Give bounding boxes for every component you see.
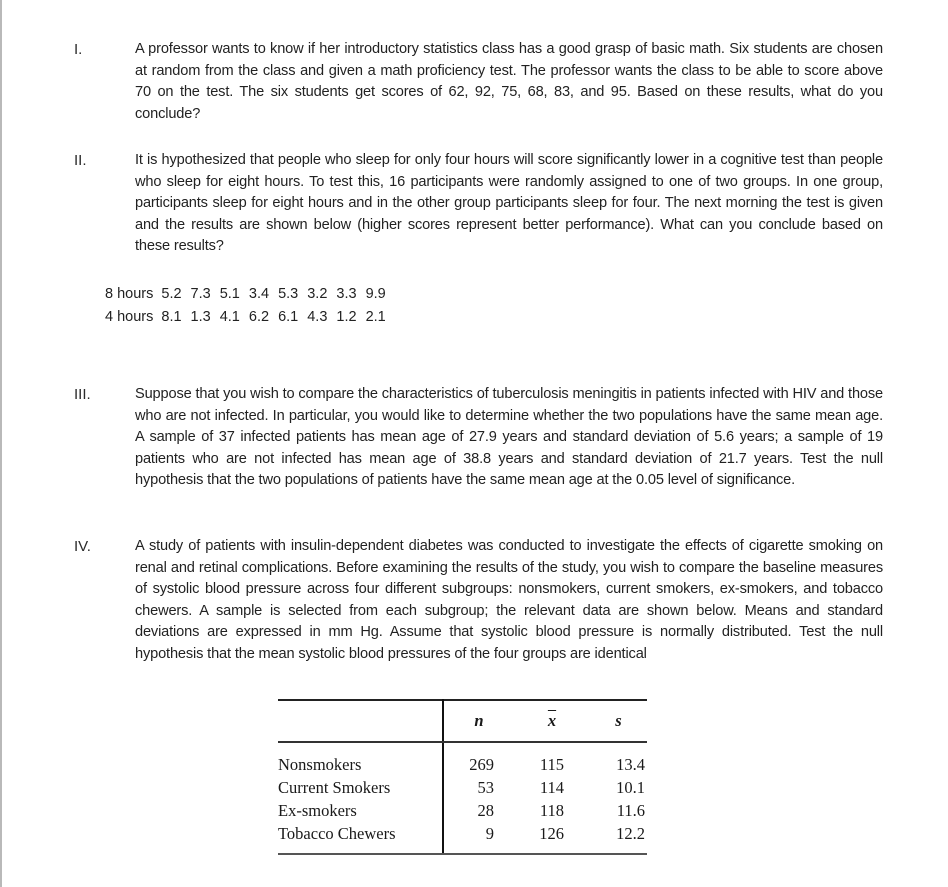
question-number: II. xyxy=(74,152,87,169)
cell-mean: 118 xyxy=(539,800,564,820)
cell: 5.2 xyxy=(161,285,182,302)
group-label: Ex-smokers xyxy=(278,799,443,822)
cell-sd: 11.6 xyxy=(616,800,645,820)
question-number: III. xyxy=(74,386,91,403)
cell: 3.4 xyxy=(248,285,270,302)
question-text: It is hypothesized that people who sleep for only four hours will score significantly lower in a cognitive test than people who sleep for eight hours. To test this, 16 participants were randomly assigned to one of two groups. In one group, participants sleep for eight hours and in the other group participants sleep for four. The next morning the test is given and the results are shown below (higher scores represent better performance). What can you conclude based on these results? xyxy=(135,152,883,255)
table-row xyxy=(278,799,647,822)
cell: 5.3 xyxy=(278,285,299,302)
cell: 7.3 xyxy=(190,285,211,302)
cell: 9.9 xyxy=(365,285,386,302)
cell: 3.3 xyxy=(336,285,357,302)
group-label: Current Smokers xyxy=(278,776,443,799)
group-label: Tobacco Chewers xyxy=(278,822,443,854)
question-text: A professor wants to know if her introductory statistics class has a good grasp of basic math. Six students are chosen at random from the class and given a math proficiency test. The professor wants the class to be able to score above 70 on the test. The six students get scores of 62, 92, 75, 68, 83, and 95. Based on these results, what do you conclude? xyxy=(135,41,883,122)
header-mean: $\overline{x}$ xyxy=(514,700,590,742)
cell-n: 9 xyxy=(443,822,514,854)
cell: 2.1 xyxy=(365,308,386,325)
cell: 8.1 xyxy=(161,308,182,325)
cell-sd: 13.4 xyxy=(616,754,645,774)
header-n: n xyxy=(443,700,514,742)
cell-sd: 12.2 xyxy=(590,822,647,854)
table-row xyxy=(278,776,647,799)
table-row xyxy=(278,742,647,776)
cell-mean: 115 xyxy=(539,754,564,774)
cell-n: 269 xyxy=(469,754,494,774)
header-group xyxy=(278,700,443,742)
cell-n: 53 xyxy=(477,777,494,797)
blood-pressure-table xyxy=(278,699,647,855)
cell: 6.1 xyxy=(278,308,299,325)
cell: 4.3 xyxy=(307,308,328,325)
cell: 1.3 xyxy=(190,308,211,325)
table-header-row xyxy=(278,700,647,742)
cell-sd: 10.1 xyxy=(616,777,645,797)
cell-mean: 126 xyxy=(514,822,590,854)
cell: 3.2 xyxy=(307,285,328,302)
sleep-data-table xyxy=(105,282,395,328)
group-label: Nonsmokers xyxy=(278,742,443,776)
table-row xyxy=(105,282,395,305)
question-number: IV. xyxy=(74,538,91,555)
question-text: Suppose that you wish to compare the characteristics of tuberculosis meningitis in patients infected with HIV and those who are not infected. In particular, you would like to determine whether the two populations have the same mean age. A sample of 37 infected patients has mean age of 27.9 years and standard deviation of 5.6 years; a sample of 19 patients who are not infected has mean age of 38.8 years and standard deviation of 21.7 years. Test the null hypothesis that the two populations of patients have the same mean age at the 0.05 level of significance. xyxy=(135,386,883,489)
table-row xyxy=(278,822,647,854)
header-sd: s xyxy=(590,700,647,742)
cell: 6.2 xyxy=(248,308,270,325)
question-text: A study of patients with insulin-dependent diabetes was conducted to investigate the effects of cigarette smoking on renal and retinal complications. Before examining the results of the study, you wish to compare the baseline measures of systolic blood pressure across four different subgroups: nonsmokers, current smokers, ex-smokers, and tobacco chewers. A sample is selected from each subgroup; the relevant data are shown below. Means and standard deviations are expressed in mm Hg. Assume that systolic blood pressure is normally distributed. Test the null hypothesis that the mean systolic blood pressures of the four groups are identical xyxy=(135,538,883,662)
cell: 1.2 xyxy=(336,308,357,325)
row-label: 8 hours xyxy=(105,285,154,302)
blood-pressure-table-container xyxy=(278,699,647,855)
question-number: I. xyxy=(74,41,83,58)
row-label: 4 hours xyxy=(105,308,154,325)
table-row xyxy=(105,305,395,328)
cell-n: 28 xyxy=(477,800,494,820)
cell-mean: 114 xyxy=(539,777,564,797)
cell: 5.1 xyxy=(219,285,240,302)
cell: 4.1 xyxy=(219,308,240,325)
